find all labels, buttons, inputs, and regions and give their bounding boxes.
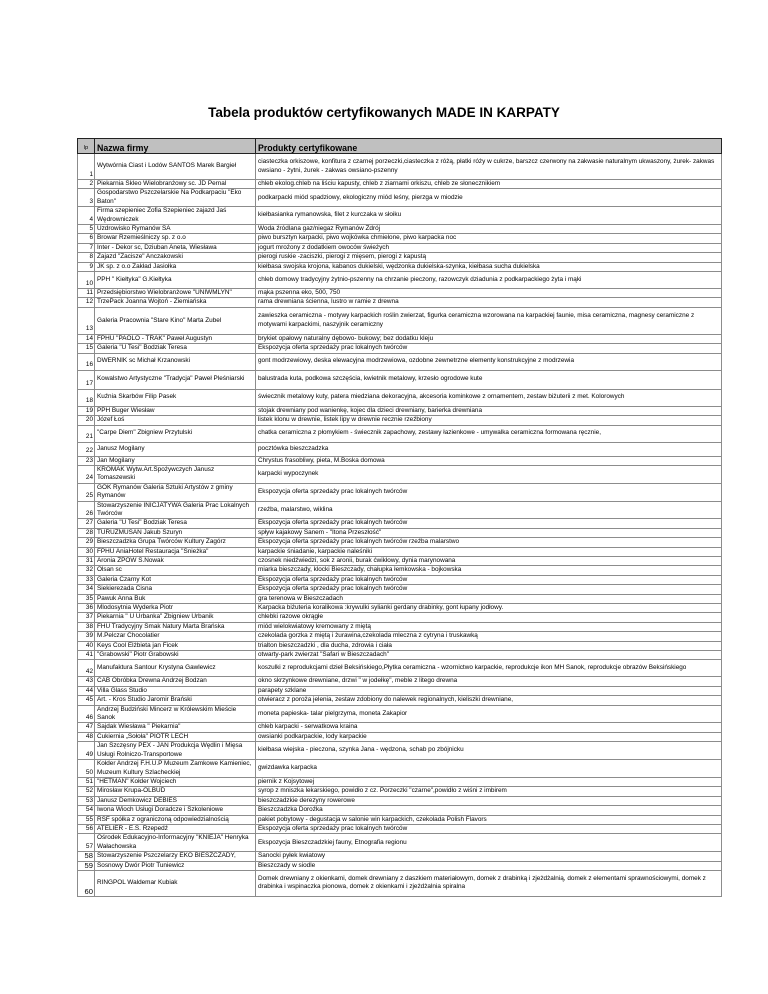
row-number: 3 <box>78 189 95 207</box>
row-number: 38 <box>78 622 95 631</box>
row-number: 60 <box>78 870 95 896</box>
certified-products-cell: otwarty-park zwierzat "Safari w Bieszczadach" <box>256 651 722 660</box>
table-row <box>78 677 722 686</box>
company-name-cell: M.Pelczar Chocolatier <box>95 632 256 641</box>
company-name-cell: Siekierezada Cisna <box>95 585 256 594</box>
table-row <box>78 604 722 613</box>
row-number: 58 <box>78 852 95 861</box>
row-number: 12 <box>78 298 95 307</box>
certified-products-cell: czosnek niedźwiedzi, sok z aronii, burak ćwikłowy, dynia marynowana <box>256 556 722 565</box>
certified-products-cell: Ekspozycja oferta sprzedaży prac lokalnych twórców <box>256 575 722 584</box>
row-number: 54 <box>78 806 95 815</box>
row-number: 25 <box>78 483 95 501</box>
table-row <box>78 483 722 501</box>
row-number: 16 <box>78 353 95 370</box>
certified-products-cell: kiełbasa wiejska - pieczona, szynka Jana - wędzona, schab po zbójnicku <box>256 742 722 760</box>
certified-products-cell: kiełbasa swojska krojona, kabanos dukielski, wędzonka dukielska-szynka, kiełbasa sucha dukielska <box>256 262 722 271</box>
certified-products-cell: Sanocki pyłek kwiatowy <box>256 852 722 861</box>
company-name-cell: CAB Obróbka Drewna Andrzej Bodzan <box>95 677 256 686</box>
certified-products-cell: otwieracz z poroża jelenia, zestaw zdobiony do nalewek regionalnych, kieliszki drewniane, <box>256 696 722 705</box>
certified-products-cell: Ekspozycja oferta sprzedaży prac lokalnych twórców rzeźba malarstwo <box>256 538 722 547</box>
company-name-cell: TrzePack Joanna Wojtoń - Ziemiańska <box>95 298 256 307</box>
company-name-cell: DWERNIK sc Michał Krzanowski <box>95 353 256 370</box>
certified-products-cell: świecznik metalowy kuty, patera miedziana dekoracyjna, akcesoria kominkowe z ornamentem, zestaw biżuterii z met. Kolorowych <box>256 389 722 406</box>
table-row <box>78 732 722 741</box>
row-number: 51 <box>78 777 95 786</box>
certified-products-cell: bieszczadzkie derezyny rowerowe <box>256 796 722 805</box>
table-row <box>78 852 722 861</box>
certified-products-cell: gont modrzewiowy, deska elewacyjna modrzewiowa, ozdobne zewnetrzne elementy konstrukcyjne z modrzewia <box>256 353 722 370</box>
table-row <box>78 870 722 896</box>
row-number: 13 <box>78 307 95 334</box>
company-name-cell: Janusz Demkowicz DEBIES <box>95 796 256 805</box>
certified-products-cell: pocztówka bieszczadzka <box>256 442 722 456</box>
table-row <box>78 154 722 180</box>
company-name-cell: "Carpe Diem" Zbigniew Przytulski <box>95 425 256 442</box>
company-name-cell: "Grabowski" Piotr Grabowski <box>95 651 256 660</box>
row-number: 17 <box>78 370 95 389</box>
row-number: 24 <box>78 465 95 483</box>
row-number: 44 <box>78 686 95 695</box>
row-number: 36 <box>78 604 95 613</box>
company-name-cell: Przedsiębiorstwo Wielobranżowe "UNIWMLYN" <box>95 289 256 298</box>
table-row <box>78 262 722 271</box>
row-number: 9 <box>78 262 95 271</box>
certified-products-cell: listek klonu w drewnie, listek lipy w drewnie recznie rzeźbiony <box>256 416 722 425</box>
row-number: 47 <box>78 723 95 732</box>
row-number: 10 <box>78 272 95 289</box>
certified-products-cell: Ekspozycja oferta sprzedaży prac lokalnych twórców <box>256 824 722 833</box>
company-name-cell: Zajazd "Zacisze" Anczakowski <box>95 253 256 262</box>
certified-products-cell: spływ kajakowy Sanem - "Itona Przeszłość" <box>256 528 722 537</box>
product-table-sheet <box>77 138 721 897</box>
table-row <box>78 575 722 584</box>
row-number: 46 <box>78 705 95 723</box>
row-number: 56 <box>78 824 95 833</box>
table-row <box>78 272 722 289</box>
company-name-cell: Janusz Mogilany <box>95 442 256 456</box>
row-number: 43 <box>78 677 95 686</box>
row-number: 32 <box>78 566 95 575</box>
row-number: 21 <box>78 425 95 442</box>
table-row <box>78 501 722 519</box>
company-name-cell: Cukiernia „Sołoła" PIOTR LECH <box>95 732 256 741</box>
table-row <box>78 760 722 778</box>
row-number: 27 <box>78 519 95 528</box>
company-name-cell: Piekarnia " U Urbanka" Zbigniew Urbanik <box>95 613 256 622</box>
table-row <box>78 253 722 262</box>
table-row <box>78 289 722 298</box>
table-row <box>78 425 722 442</box>
company-name-cell: TURUZMUSAN Jakub Szuryn <box>95 528 256 537</box>
certified-products-cell: piernik z Kojsytowej <box>256 777 722 786</box>
company-name-cell: Uzdrowisko Rymanów SA <box>95 225 256 234</box>
table-row <box>78 613 722 622</box>
row-number: 59 <box>78 861 95 870</box>
table-row <box>78 777 722 786</box>
table-row <box>78 456 722 465</box>
certified-products-cell: Ekspozycja Bieszczadzkiej fauny, Etnografia regionu <box>256 834 722 852</box>
certified-products-cell: koszulki z reprodukcjami dzieł Beksińskiego,Płytka ceramiczna - wzornictwo karpackie, reprodukcje ikon MH Sanok, reprodukcje obrazów Beksińskiego <box>256 660 722 677</box>
certified-products-cell: syrop z mniszka lekarskiego, powidło z cz. Porzeczki "czarne",powidło z wiśni z imbirem <box>256 787 722 796</box>
row-number: 57 <box>78 834 95 852</box>
table-row <box>78 556 722 565</box>
company-name-cell: Wytwórnia Ciast i Lodów SANTOS Marek Bargieł <box>95 154 256 180</box>
table-row <box>78 389 722 406</box>
table-header-row <box>78 139 722 154</box>
company-name-cell: Gospodarstwo Pszczelarskie Na Podkarpaciu "Eko Baton" <box>95 189 256 207</box>
row-number: 34 <box>78 585 95 594</box>
row-number: 22 <box>78 442 95 456</box>
company-name-cell: RSF spółka z ograniczoną odpowiedzialnością <box>95 815 256 824</box>
company-name-cell: FPHU "PAOLO - TRAK" Paweł Augustyn <box>95 334 256 343</box>
row-number: 48 <box>78 732 95 741</box>
row-number: 23 <box>78 456 95 465</box>
company-name-cell: Jan Mogilany <box>95 456 256 465</box>
row-number: 52 <box>78 787 95 796</box>
company-name-cell: Galeria Pracownia "Stare Kino" Marta Zubel <box>95 307 256 334</box>
company-name-cell: Iwona Wioch Usługi Doradcze i Szkoleniowe <box>95 806 256 815</box>
certified-products-cell: piwo bursztyn karpacki, piwo wojkówka chmielone, piwo karpacka noc <box>256 234 722 243</box>
certified-products-cell: karpacki wypoczynek <box>256 465 722 483</box>
row-number: 29 <box>78 538 95 547</box>
company-name-cell: Mirosław Krupa-OLBUD <box>95 787 256 796</box>
company-name-cell: Manufaktura Santour Krystyna Gawlewicz <box>95 660 256 677</box>
company-name-cell: Mlodosytnia Wyderka Piotr <box>95 604 256 613</box>
certified-products-cell: chleb domowy tradycyjny żytnio-pszenny na chrzanie pieczony, razowczyk dziadunia z podkarpackiego żyta i mąki <box>256 272 722 289</box>
table-row <box>78 353 722 370</box>
certified-products-cell: pierogi ruskie -zaciszki, pierogi z mięsem, pierogi z kapustą <box>256 253 722 262</box>
row-number: 37 <box>78 613 95 622</box>
row-number: 14 <box>78 334 95 343</box>
certified-products-cell: brykiet opałowy naturalny dębowo- bukowy; bez dodatku kleju <box>256 334 722 343</box>
row-number: 1 <box>78 154 95 180</box>
table-row <box>78 370 722 389</box>
certified-products-cell: rzeźba, malarstwo, wiklina <box>256 501 722 519</box>
certified-products-cell: pakiet pobytowy - degustacja w salonie win karpackich, czekolada Polish Flavors <box>256 815 722 824</box>
certified-products-cell: karpackie śniadanie, karpackie naleśniki <box>256 547 722 556</box>
company-name-cell: Sosnowy Dwór Piotr Tuniewicz <box>95 861 256 870</box>
table-row <box>78 796 722 805</box>
company-name-cell: Jan Szczęsny PEX - JAN Produkcja Wędlin i Mięsa Usługi Rolniczo-Transportowe <box>95 742 256 760</box>
table-row <box>78 815 722 824</box>
table-body <box>78 154 722 897</box>
table-row <box>78 207 722 225</box>
row-number: 53 <box>78 796 95 805</box>
row-number: 33 <box>78 575 95 584</box>
certified-products-cell: gwizdawka karpacka <box>256 760 722 778</box>
header-lp: lp <box>78 139 95 154</box>
company-name-cell: JK sp. z o.o Zakład Jasiołka <box>95 262 256 271</box>
certified-products-cell: gra terenowa w Bieszczadach <box>256 594 722 603</box>
table-row <box>78 243 722 252</box>
table-row <box>78 632 722 641</box>
company-name-cell: Bieszczadzka Grupa Twórców Kultury Zagórz <box>95 538 256 547</box>
company-name-cell: Sajdak Wiesława " Piekarnia" <box>95 723 256 732</box>
table-row <box>78 834 722 852</box>
table-row <box>78 344 722 353</box>
certified-products-cell: czekolada gorzka z miętą i żurawina,czekolada mleczna z cytryna i truskawką <box>256 632 722 641</box>
company-name-cell: Firma szepieniec Zofia Szepieniec zajazd Jaś Wędrowniczek <box>95 207 256 225</box>
certified-products-cell: Karpacka biżuteria koralikowa :krywulki sylianki gerdany drabinky, gont łupany jodłowy. <box>256 604 722 613</box>
table-row <box>78 806 722 815</box>
certified-products-cell: chleb ekolog.chleb na liściu kapusty, chleb z ziarnami orkiszu, chleb ze słonecznikiem <box>256 180 722 189</box>
certified-products-cell: zawieszka ceramiczna - motywy karpackich roślin zwierzat, figurka ceramiczna wzorowana na karpackiej faunie, misa ceramiczna, magnesy ceramiczne z motywami karpackimi, naszyjnik ceramiczny <box>256 307 722 334</box>
table-row <box>78 442 722 456</box>
table-row <box>78 660 722 677</box>
row-number: 42 <box>78 660 95 677</box>
table-row <box>78 406 722 415</box>
table-row <box>78 180 722 189</box>
company-name-cell: Galeria Czarny Kot <box>95 575 256 584</box>
table-row <box>78 824 722 833</box>
certified-products-cell: parapety szklane <box>256 686 722 695</box>
company-name-cell: Pawuk Anna Buk <box>95 594 256 603</box>
table-row <box>78 696 722 705</box>
table-row <box>78 334 722 343</box>
certified-products-cell: moneta papieska- talar pielgrzyma, moneta Zakapior <box>256 705 722 723</box>
row-number: 19 <box>78 406 95 415</box>
company-name-cell: Villa Glass Studio <box>95 686 256 695</box>
company-name-cell: "HETMAN" Kołder Wojciech <box>95 777 256 786</box>
table-row <box>78 594 722 603</box>
table-row <box>78 705 722 723</box>
certified-products-cell: trialton bieszczadzki , dla ducha, zdrowia i ciała <box>256 641 722 650</box>
certified-products-cell: jogurt mrożony z dodatkiem owoców świeżych <box>256 243 722 252</box>
company-name-cell: RINGPOL Waldemar Kubiak <box>95 870 256 896</box>
row-number: 4 <box>78 207 95 225</box>
row-number: 31 <box>78 556 95 565</box>
certified-products-table <box>77 138 722 897</box>
row-number: 8 <box>78 253 95 262</box>
row-number: 55 <box>78 815 95 824</box>
company-name-cell: Piekarnia Skleo Wielobranżowy sc. JD Pernal <box>95 180 256 189</box>
table-row <box>78 787 722 796</box>
certified-products-cell: Ekspozycja oferta sprzedaży prac lokalnych twórców <box>256 483 722 501</box>
certified-products-cell: chatka ceramiczna z płomykiem - świecznik zapachowy, zestawy łazienkowe - umywalka ceramiczna formowana ręcznie, <box>256 425 722 442</box>
table-row <box>78 861 722 870</box>
company-name-cell: PPH " Kiełtyka" G.Kiełtyka <box>95 272 256 289</box>
table-row <box>78 298 722 307</box>
table-row <box>78 234 722 243</box>
table-row <box>78 547 722 556</box>
row-number: 11 <box>78 289 95 298</box>
table-row <box>78 538 722 547</box>
table-row <box>78 519 722 528</box>
row-number: 20 <box>78 416 95 425</box>
certified-products-cell: ciasteczka orkiszowe, konfitura z czarnej porzeczki,ciasteczka z różą, płatki róży w cukrze, barszcz czerwony na zakwasie naturalnym ukwaszony, żurek- zakwas owsiano - żytni, żurek - zakwas owsiano-pszenny <box>256 154 722 180</box>
table-row <box>78 225 722 234</box>
certified-products-cell: chleb karpacki - serwatkowa kraina <box>256 723 722 732</box>
certified-products-cell: miarka bieszczady, klocki Bieszczady, chałupka łemkowska - bojkowska <box>256 566 722 575</box>
table-row <box>78 465 722 483</box>
row-number: 50 <box>78 760 95 778</box>
company-name-cell: FPHU AniaHotel Restauracja "Śnieżka" <box>95 547 256 556</box>
row-number: 28 <box>78 528 95 537</box>
row-number: 5 <box>78 225 95 234</box>
company-name-cell: PPH Buger Wiesław <box>95 406 256 415</box>
certified-products-cell: owsianki podkarpackie, lody karpackie <box>256 732 722 741</box>
row-number: 2 <box>78 180 95 189</box>
certified-products-cell: stojak drewniany pod wanienkę, kojec dla dzieci drewniany, barierka drewniana <box>256 406 722 415</box>
row-number: 6 <box>78 234 95 243</box>
certified-products-cell: Bieszczady w siodle <box>256 861 722 870</box>
certified-products-cell: Domek drewniany z okienkami, domek drewniany z daszkiem materiałowym, domek z drabinką i zjeżdżalnią, domek z elementami sprawnościowymi, domek z drabinka i wspinaczka pionowa, domek z okienkami i zjeżdżalnia spiralna <box>256 870 722 896</box>
company-name-cell: Art. - Kros Studio Jaromir Brański <box>95 696 256 705</box>
company-name-cell: Kuźnia Skarbów Filip Pasek <box>95 389 256 406</box>
company-name-cell: Galeria "U Tesi" Bodziak Teresa <box>95 344 256 353</box>
row-number: 41 <box>78 651 95 660</box>
certified-products-cell: Chrystus frasobliwy, pieta, M.Boska domowa <box>256 456 722 465</box>
row-number: 30 <box>78 547 95 556</box>
certified-products-cell: Ekspozycja oferta sprzedaży prac lokalnych twórców <box>256 344 722 353</box>
certified-products-cell: okno skrzynkowe drewniane, drzwi " w jodełkę", meble z litego drewna <box>256 677 722 686</box>
table-row <box>78 416 722 425</box>
company-name-cell: Stowarzyszenie Pszczelarzy EKO BIESZCZADY, <box>95 852 256 861</box>
certified-products-cell: podkarpacki miód spadziowy, ekologiczny miód leśny, pierzga w miodzie <box>256 189 722 207</box>
certified-products-cell: rama drewniana ścienna, lustro w ramie z drewna <box>256 298 722 307</box>
company-name-cell: ATELIER - E.S. Rzepedź <box>95 824 256 833</box>
header-certified-products: Produkty certyfikowane <box>256 139 722 154</box>
row-number: 45 <box>78 696 95 705</box>
row-number: 7 <box>78 243 95 252</box>
company-name-cell: Inter - Dekor sc, Dziuban Aneta, Wiesława <box>95 243 256 252</box>
document-title: Tabela produktów certyfikowanych MADE IN KARPATY <box>208 105 560 120</box>
company-name-cell: Andrzej Budziński Mincerz w Królewskim Mieście Sanok <box>95 705 256 723</box>
certified-products-cell: miód wielokwiatowy kremowany z miętą <box>256 622 722 631</box>
row-number: 49 <box>78 742 95 760</box>
company-name-cell: Browar Rzemieślniczy sp. z o.o <box>95 234 256 243</box>
company-name-cell: Galeria "U Tesi" Bodziak Teresa <box>95 519 256 528</box>
company-name-cell: KROMAK Wytw.Art.Spożywczych Janusz Tomaszewski <box>95 465 256 483</box>
certified-products-cell: Woda źródlana gaz/niegaz Rymanów Zdrój <box>256 225 722 234</box>
table-row <box>78 528 722 537</box>
table-row <box>78 307 722 334</box>
header-company-name: Nazwa firmy <box>95 139 256 154</box>
company-name-cell: FHU Tradycyjny Smak Natury Marta Brańska <box>95 622 256 631</box>
table-row <box>78 585 722 594</box>
company-name-cell: Ośrodek Edukacyjno-Informacyjny "KNIEJA" Henryka Wałachowska <box>95 834 256 852</box>
row-number: 40 <box>78 641 95 650</box>
company-name-cell: Józef Łoś <box>95 416 256 425</box>
table-row <box>78 566 722 575</box>
row-number: 18 <box>78 389 95 406</box>
certified-products-cell: Ekspozycja oferta sprzedaży prac lokalnych twórców <box>256 519 722 528</box>
table-row <box>78 641 722 650</box>
table-row <box>78 686 722 695</box>
certified-products-cell: balustrada kuta, podkowa szczęścia, kwietnik metalowy, krzesło ogrodowe kute <box>256 370 722 389</box>
row-number: 15 <box>78 344 95 353</box>
company-name-cell: Keys Cool Elżbieta jan Ficek <box>95 641 256 650</box>
company-name-cell: GOK Rymanów Galeria Sztuki Artystów z gminy Rymanów <box>95 483 256 501</box>
company-name-cell: Aronia ZPOW S.Nowak <box>95 556 256 565</box>
company-name-cell: Olsan sc <box>95 566 256 575</box>
table-row <box>78 622 722 631</box>
table-row <box>78 651 722 660</box>
table-row <box>78 189 722 207</box>
company-name-cell: Kowalstwo Artystyczne "Tradycja" Paweł Pleśniarski <box>95 370 256 389</box>
certified-products-cell: kiełbasianka rymanowska, filet z kurczaka w słoiku <box>256 207 722 225</box>
row-number: 39 <box>78 632 95 641</box>
row-number: 26 <box>78 501 95 519</box>
row-number: 35 <box>78 594 95 603</box>
company-name-cell: Stowarzyszenie INICJATYWA Galeria Prac Lokalnych Twórców <box>95 501 256 519</box>
certified-products-cell: mąka pszenna eko, 500, 750 <box>256 289 722 298</box>
certified-products-cell: chlebki razowe okrągłe <box>256 613 722 622</box>
table-row <box>78 742 722 760</box>
certified-products-cell: Ekspozycja oferta sprzedaży prac lokalnych twórców <box>256 585 722 594</box>
table-row <box>78 723 722 732</box>
company-name-cell: Kołder Andrzej F.H.U.P Muzeum Zamkowe Kamieniec, Muzeum Kultury Szlacheckiej <box>95 760 256 778</box>
certified-products-cell: Bieszczadzka Doroźka <box>256 806 722 815</box>
